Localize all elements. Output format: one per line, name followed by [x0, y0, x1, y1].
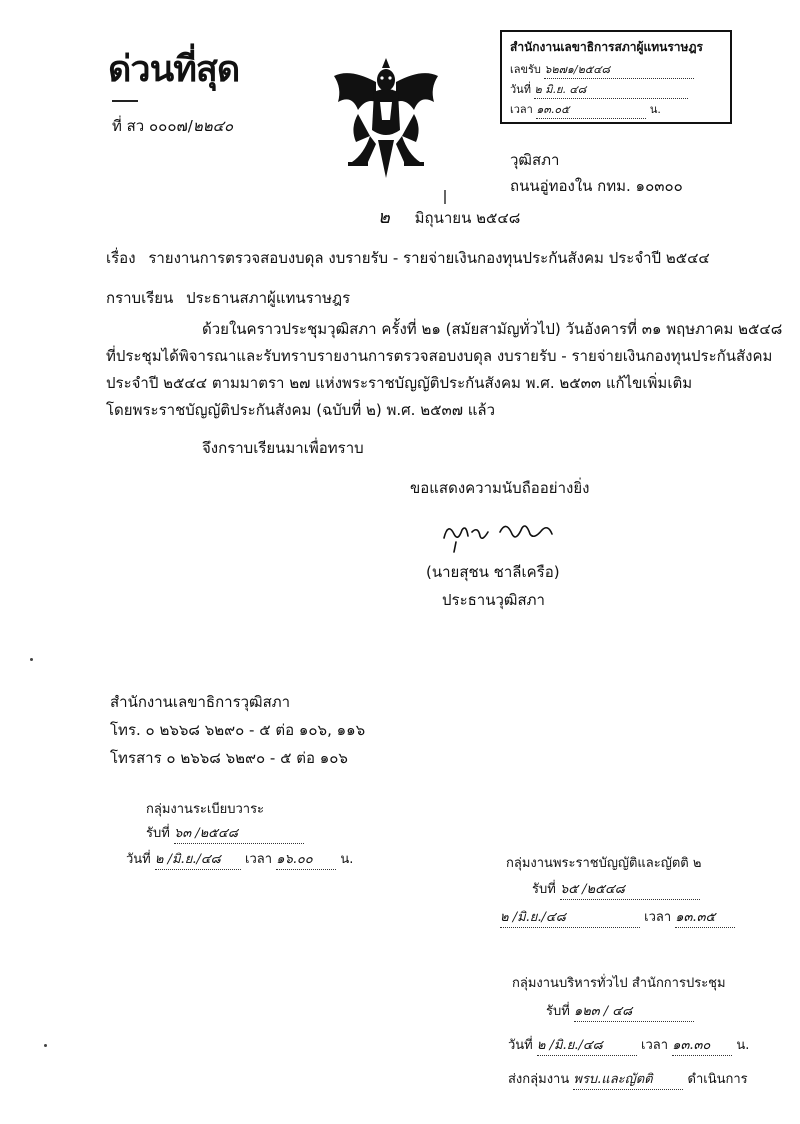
receipt-stamp-time-row	[510, 100, 661, 119]
law-stamp-title: กลุ่มงานพระราชบัญญัติและญัตติ ๒	[506, 856, 702, 871]
admin-stamp-time-unit: น.	[736, 1038, 750, 1053]
admin-stamp-date-row	[508, 1034, 749, 1056]
receipt-stamp-date-value: ๒ มิ.ย. ๔๘	[534, 80, 688, 99]
handwritten-signature	[438, 512, 568, 556]
law-stamp-recv-label: รับที่	[532, 882, 556, 897]
registry-stamp-title: กลุ่มงานระเบียบวาระ	[146, 802, 265, 817]
urgency-heading: ด่วนที่สุด	[108, 49, 240, 90]
body-line-4: โดยพระราชบัญญัติประกันสังคม (ฉบับที่ ๒) พ.ศ. ๒๕๓๗ แล้ว	[106, 401, 496, 419]
registry-stamp-date-value: ๒ /มิ.ย./๔๘	[155, 848, 241, 870]
body-line-3: ประจำปี ๒๕๔๔ ตามมาตรา ๒๗ แห่งพระราชบัญญัติประกันสังคม พ.ศ. ๒๕๓๓ แก้ไขเพิ่มเติม	[106, 374, 693, 392]
document-number	[112, 116, 233, 136]
receipt-stamp-time-value: ๑๓.๐๕	[536, 100, 646, 119]
law-stamp-recv-value: ๖๕ /๒๕๔๘	[560, 878, 700, 900]
subject-text: รายงานการตรวจสอบงบดุล งบรายรับ - รายจ่ายเงินกองทุนประกันสังคม ประจำปี ๒๕๔๔	[148, 249, 710, 267]
receipt-stamp-date-row	[510, 80, 688, 99]
receipt-stamp-office: สำนักงานเลขาธิการสภาผู้แทนราษฎร	[510, 40, 703, 54]
letter-date-month-year: มิถุนายน ๒๕๔๘	[414, 209, 521, 227]
admin-stamp-time-value: ๑๓.๓๐	[672, 1034, 732, 1056]
receipt-stamp-number-value: ๖๒๗๑/๒๕๔๘	[544, 60, 694, 79]
admin-stamp-recv-label: รับที่	[546, 1004, 570, 1019]
receipt-stamp-number-label: เลขรับ	[510, 63, 541, 76]
scan-speck	[30, 658, 33, 661]
letter-date-day: ๒	[378, 207, 390, 228]
scan-speck	[444, 190, 446, 204]
admin-stamp-recv-value: ๑๒๓ / ๔๘	[574, 1000, 694, 1022]
registry-stamp-time-unit: น.	[340, 852, 354, 867]
admin-stamp-send-value: พรบ.และญัตติ	[573, 1068, 683, 1090]
contact-office: สำนักงานเลขาธิการวุฒิสภา	[110, 693, 291, 711]
receipt-stamp-time-label: เวลา	[510, 103, 533, 116]
registry-stamp-time-value: ๑๖.๐๐	[276, 848, 336, 870]
admin-stamp-date-label: วันที่	[508, 1038, 533, 1053]
signatory-position: ประธานวุฒิสภา	[442, 591, 545, 609]
registry-stamp-recv-label: รับที่	[146, 826, 170, 841]
admin-stamp-title: กลุ่มงานบริหารทั่วไป สำนักการประชุม	[512, 976, 726, 991]
registry-stamp-recv-row	[146, 822, 304, 844]
receipt-stamp-number-row	[510, 60, 694, 79]
signatory-name: (นายสุชน ชาลีเครือ)	[426, 563, 560, 581]
registry-stamp-recv-value: ๖๓ /๒๕๔๘	[174, 822, 304, 844]
admin-stamp-send-label: ส่งกลุ่มงาน	[508, 1072, 570, 1087]
salutation-text: ประธานสภาผู้แทนราษฎร	[186, 289, 351, 307]
contact-tel: โทร. ๐ ๒๖๖๘ ๖๒๙๐ - ๕ ต่อ ๑๐๖, ๑๑๖	[110, 721, 366, 739]
salutation-label: กราบเรียน	[106, 289, 174, 307]
subject-line	[106, 248, 710, 268]
urgency-underline	[112, 100, 138, 102]
admin-stamp-send-row	[508, 1068, 748, 1090]
admin-stamp-date-value: ๒ /มิ.ย./๔๘	[537, 1034, 637, 1056]
admin-stamp-time-label: เวลา	[641, 1038, 669, 1053]
body-line-2: ที่ประชุมได้พิจารณาและรับทราบรายงานการตรวจสอบงบดุล งบรายรับ - รายจ่ายเงินกองทุนประกันสังคม	[106, 347, 773, 365]
law-stamp-date-row	[500, 906, 735, 928]
registry-stamp-date-label: วันที่	[126, 852, 151, 867]
receipt-stamp-time-unit: น.	[649, 103, 661, 116]
closing-phrase: ขอแสดงความนับถืออย่างยิ่ง	[410, 479, 590, 497]
receipt-stamp-top	[500, 30, 732, 124]
closing-request: จึงกราบเรียนมาเพื่อทราบ	[202, 439, 364, 457]
garuda-emblem-icon	[330, 58, 442, 186]
scan-speck	[44, 1044, 47, 1047]
law-stamp-time-label: เวลา	[644, 910, 672, 925]
letter-date	[378, 208, 520, 228]
receipt-stamp-date-label: วันที่	[510, 83, 531, 96]
document-number-handwritten: ๒๒๔๐	[192, 117, 234, 135]
admin-stamp-recv-row	[546, 1000, 694, 1022]
law-stamp-time-value: ๑๓.๓๕	[675, 906, 735, 928]
subject-label: เรื่อง	[106, 249, 136, 267]
sender-org: วุฒิสภา	[510, 151, 560, 169]
body-line-1: ด้วยในคราวประชุมวุฒิสภา ครั้งที่ ๒๑ (สมัยสามัญทั่วไป) วันอังคารที่ ๓๑ พฤษภาคม ๒๕๔๘	[202, 320, 783, 338]
body-paragraph	[106, 316, 783, 424]
contact-fax: โทรสาร ๐ ๒๖๖๘ ๖๒๙๐ - ๕ ต่อ ๑๐๖	[110, 749, 348, 767]
law-stamp-date-value: ๒ /มิ.ย./๔๘	[500, 906, 640, 928]
sender-address: ถนนอู่ทองใน กทม. ๑๐๓๐๐	[510, 177, 683, 195]
registry-stamp-time-label: เวลา	[245, 852, 273, 867]
document-number-prefix: ที่ สว ๐๐๐๗/	[112, 117, 193, 135]
law-stamp-recv-row	[532, 878, 700, 900]
registry-stamp-date-row	[126, 848, 353, 870]
salutation-line	[106, 288, 350, 308]
admin-stamp-action: ดำเนินการ	[687, 1072, 748, 1087]
